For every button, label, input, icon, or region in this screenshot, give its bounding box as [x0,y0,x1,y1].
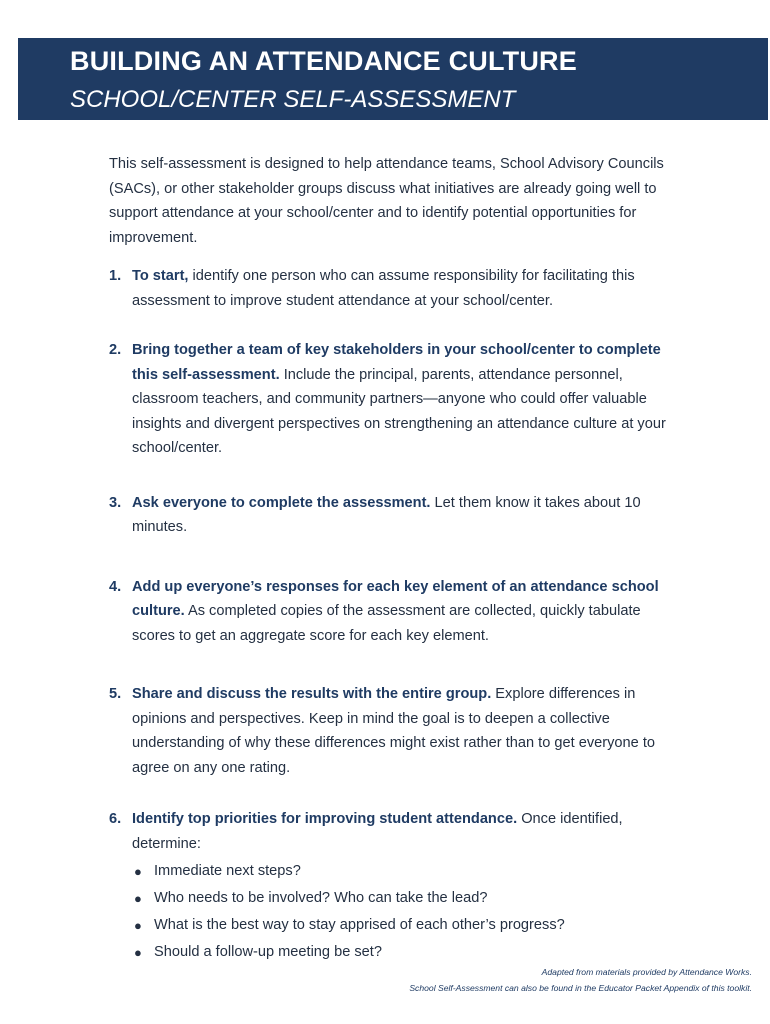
document-body [109,152,669,966]
bullet-icon: ● [134,891,142,906]
step-number: 3. [109,494,122,511]
step-text: Include the principal, parents, attendance personnel, classroom teachers, and community partners—anyone who could offer valuable insights and divergent perspectives on strengthening an attendance culture at your school/center. [132,366,666,456]
next-steps-list [132,858,669,966]
bullet-text: Immediate next steps? [154,863,301,879]
step-number: 4. [109,578,122,595]
step-item [109,807,669,966]
step-number: 5. [109,686,122,702]
steps-list [109,264,669,966]
step-lead: Identify top priorities for improving student attendance. [132,811,518,827]
footer-reference: School Self-Assessment can also be found in the Educator Packet Appendix of this toolkit. [409,983,752,993]
step-text: Explore differences in opinions and perspectives. Keep in mind the goal is to deepen a collective understanding of why these differences might exist rather than to get everyone to agree on any one rating. [132,686,655,776]
bullet-text: What is the best way to stay apprised of each other’s progress? [154,917,565,933]
footer-note [409,964,752,996]
bullet-icon: ● [134,945,142,960]
page-title: BUILDING AN ATTENDANCE CULTURE [70,46,577,76]
bullet-text: Should a follow-up meeting be set? [154,944,382,960]
step-lead: Bring together a team of key stakeholders in your school/center to complete this self-assessment. [132,342,661,383]
header-banner [18,38,768,120]
step-item [109,264,669,313]
list-item [132,858,669,885]
step-number: 2. [109,342,122,358]
step-lead: Ask everyone to complete the assessment. [132,494,431,511]
intro-paragraph: This self-assessment is designed to help attendance teams, School Advisory Councils (SACs), or other stakeholder groups discuss what initiatives are already going well to support attendance at your school/center and to identify potential opportunities for improvement. [109,156,664,246]
step-lead: Share and discuss the results with the entire group. [132,686,492,702]
step-item [109,682,669,780]
step-number: 6. [109,811,122,827]
step-text: identify one person who can assume responsibility for facilitating this assessment to improve student attendance at your school/center. [132,268,635,309]
bullet-icon: ● [134,864,142,879]
bullet-text: Who needs to be involved? Who can take the lead? [154,890,488,906]
list-item [132,885,669,912]
step-text: Once identified, determine: [132,811,623,852]
page-subtitle: SCHOOL/CENTER SELF-ASSESSMENT [70,86,516,113]
step-text: Let them know it takes about 10 minutes. [132,494,641,535]
step-number: 1. [109,268,122,284]
list-item [132,939,669,966]
step-item [109,338,669,461]
step-lead: To start, [132,268,189,284]
step-text: As completed copies of the assessment are collected, quickly tabulate scores to get an aggregate score for each key element. [132,603,641,644]
footer-attribution: Adapted from materials provided by Attendance Works. [541,967,752,977]
step-lead: Add up everyone’s responses for each key element of an attendance school culture. [132,578,659,619]
step-item [109,575,669,649]
step-item [109,491,669,540]
bullet-icon: ● [134,918,142,933]
list-item [132,912,669,939]
